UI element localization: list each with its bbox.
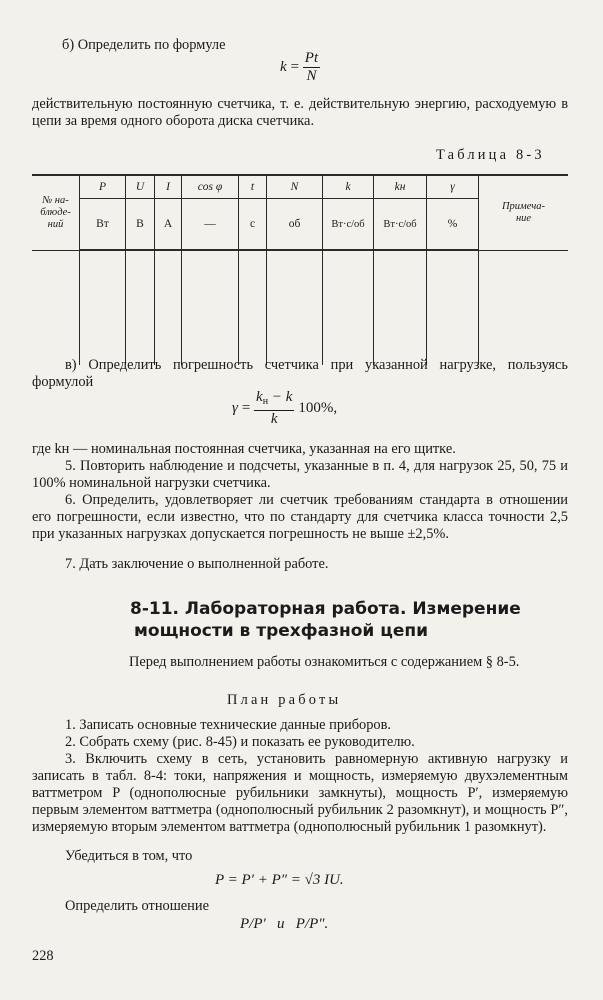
formula-gamma-lhs: γ: [232, 400, 238, 416]
section-intro: Перед выполнением работы ознакомиться с содержанием § 8-5.: [129, 654, 520, 670]
table-caption: Таблица 8-3: [436, 147, 545, 163]
table-head-symbol: P: [80, 175, 126, 199]
step-5: 5. Повторить наблюдение и подсчеты, указанные в п. 4, для нагрузок 25, 50, 75 и 100% номинальной нагрузки счетчика.: [32, 458, 568, 491]
ratio-intro: Определить отношение: [65, 898, 209, 914]
table-col-observations: № на- блюде- ний: [32, 175, 80, 250]
formula-gamma-denominator: k: [270, 411, 278, 427]
verify-text: Убедиться в том, что: [65, 848, 193, 864]
item-v-text: в) Определить погрешность счетчика при указанной нагрузке, пользуясь формулой: [32, 357, 568, 390]
table-head-symbol: cos φ: [182, 175, 239, 199]
where-text: где kн — номинальная постоянная счетчика, указанная на его щитке.: [32, 441, 456, 457]
table-head-symbol: γ: [427, 175, 479, 199]
plan-title: План работы: [227, 692, 342, 708]
table-col-notes: Примеча- ние: [479, 175, 569, 250]
table-head-symbol: k: [323, 175, 374, 199]
formula-ratio: P/P′ и P/P″.: [240, 916, 329, 932]
formula-k-fraction: [303, 50, 320, 85]
table-head-symbol: I: [155, 175, 182, 199]
table-head-symbol: U: [126, 175, 155, 199]
formula-gamma: [232, 389, 337, 428]
plan-step-1: 1. Записать основные технические данные приборов.: [65, 717, 392, 733]
table-head-unit: с: [239, 199, 267, 251]
formula-gamma-numerator: $k_н - k$: [254, 389, 294, 411]
formula-k-eq: =: [289, 59, 300, 75]
formula-k-numerator: Pt: [304, 50, 319, 66]
table-head-unit: Вт: [80, 199, 126, 251]
table-row: [32, 250, 568, 365]
table-head-unit: Вт·с/об: [323, 199, 374, 251]
formula-gamma-tail: 100%,: [298, 400, 338, 416]
step-7: 7. Дать заключение о выполненной работе.: [65, 556, 329, 572]
item-b-label: б) Определить по формуле: [62, 37, 226, 53]
section-title-line-1: 8-11. Лабораторная работа. Измерение: [130, 599, 521, 619]
item-b-text: действительную постоянную счетчика, т. е. действительную энергию, расходуемую в цепи за время одного оборота диска счетчика.: [32, 96, 568, 129]
formula-sum: P = P′ + P″ = √3 IU.: [215, 872, 344, 888]
measurements-table: [32, 174, 568, 365]
formula-gamma-fraction: [254, 389, 294, 428]
plan-step-3: 3. Включить схему в сеть, установить равномерную активную нагрузку и записать в табл. 8-4: токи, напряжения и мощность, измеряемую двухэлементным ваттметром P (однополюсные рубильники замкнуты), мощность P′, измеряемую первым элементом ваттметра (однополюсный рубильник 2 разомкнут), и мощность P″, измеряемую вторым элементом ваттметра (однополюсный рубильник 1 разомкнут).: [32, 751, 568, 835]
formula-k-lhs: k: [280, 59, 287, 75]
page-number: 228: [32, 948, 54, 964]
table-head-symbol: kн: [374, 175, 427, 199]
formula-gamma-eq: =: [240, 400, 252, 416]
table-head-unit: %: [427, 199, 479, 251]
table-head-unit: А: [155, 199, 182, 251]
plan-step-2: 2. Собрать схему (рис. 8-45) и показать ее руководителю.: [65, 734, 415, 750]
table-head-unit: —: [182, 199, 239, 251]
table-head-symbol: N: [267, 175, 323, 199]
step-6: 6. Определить, удовлетворяет ли счетчик требованиям стандарта в отношении его погрешности, если известно, что по стандарту для счетчика класса точности 2,5 при указанных нагрузках допускается погрешность не выше ±2,5%.: [32, 492, 568, 542]
table-head-unit: об: [267, 199, 323, 251]
formula-k-denominator: N: [306, 68, 317, 84]
table-head-symbol: t: [239, 175, 267, 199]
section-title-line-2: мощности в трехфазной цепи: [134, 621, 429, 641]
formula-k: [280, 50, 320, 85]
table-head-unit: Вт·с/об: [374, 199, 427, 251]
table-head-unit: В: [126, 199, 155, 251]
